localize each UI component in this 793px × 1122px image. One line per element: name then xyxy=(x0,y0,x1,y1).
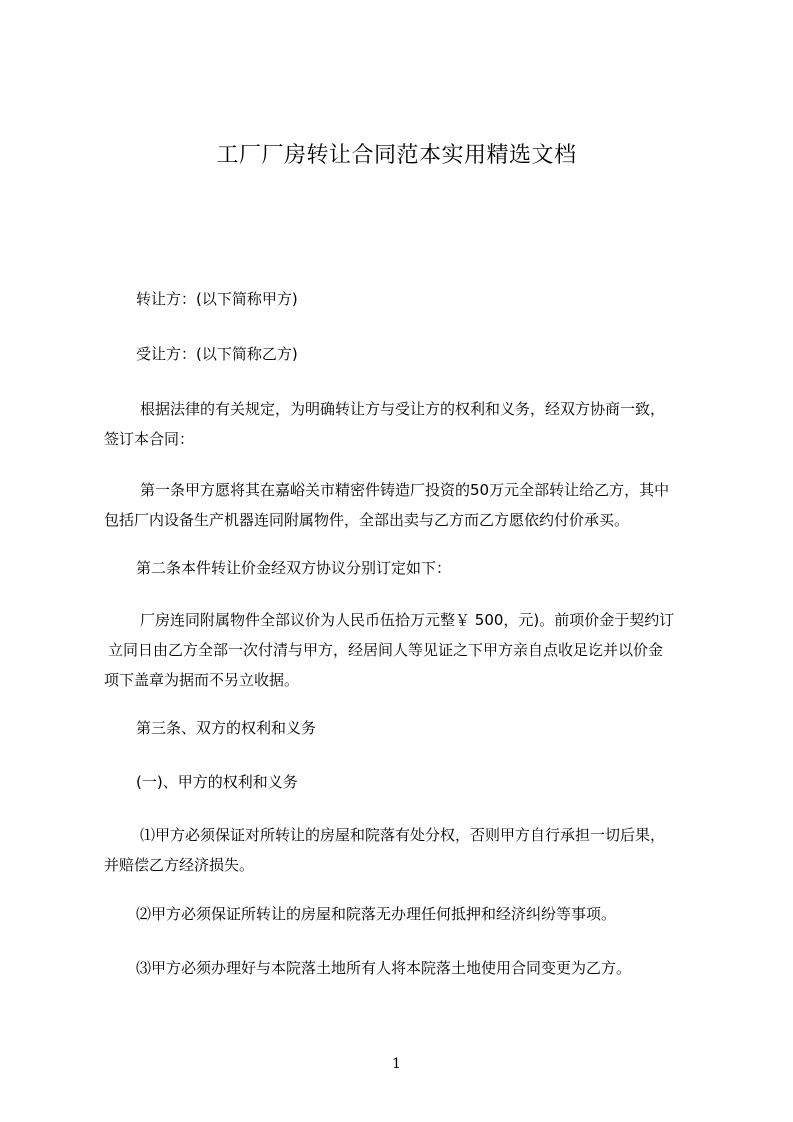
paragraph-line: 厂房连同附属物件全部议价为人民币伍拾万元整￥ 500，元)。前项价金于契约订 xyxy=(140,611,675,629)
paragraph-article-2 xyxy=(104,553,700,583)
paragraph-transferee xyxy=(104,339,700,369)
paragraph-section-1 xyxy=(104,767,700,797)
paragraph-transferor xyxy=(104,284,700,314)
paragraph-line: ⑵甲方必须保证所转让的房屋和院落无办理任何抵押和经济纠纷等事项。 xyxy=(136,905,617,923)
paragraph-line: 第二条本件转让价金经双方协议分别订定如下： xyxy=(136,559,452,577)
paragraph-line: ⑶甲方必须办理好与本院落土地所有人将本院落土地使用合同变更为乙方。 xyxy=(136,959,632,977)
paragraph-article-3 xyxy=(104,713,700,743)
paragraph-line: 根据法律的有关规定，为明确转让方与受让方的权利和义务，经双方协商一致， xyxy=(140,400,666,418)
paragraph-line: 受让方：(以下简称乙方) xyxy=(136,345,298,363)
paragraph-clause-2 xyxy=(104,899,700,929)
paragraph-line: 签订本合同： xyxy=(104,430,195,448)
paragraph-line: 并赔偿乙方经济损失。 xyxy=(104,856,255,874)
document-title: 工厂厂房转让合同范本实用精选文档 xyxy=(216,143,577,168)
paragraph-line: (一)、甲方的权利和义务 xyxy=(136,773,298,791)
paragraph-clause-3 xyxy=(104,953,700,983)
paragraph-article-1 xyxy=(104,475,700,535)
paragraph-preamble xyxy=(104,394,700,454)
paragraph-line: 立同日由乙方全部一次付清与甲方，经居间人等见证之下甲方亲自点收足讫并以价金 xyxy=(108,641,664,659)
paragraph-clause-1 xyxy=(104,820,700,880)
paragraph-line: ⑴甲方必须保证对所转让的房屋和院落有处分权，否则甲方自行承担一切后果， xyxy=(140,826,666,844)
paragraph-line: 第一条甲方愿将其在嘉峪关市精密件铸造厂投资的50万元全部转让给乙方，其中 xyxy=(140,481,670,499)
paragraph-line: 包括厂内设备生产机器连同附属物件，全部出卖与乙方而乙方愿依约付价承买。 xyxy=(104,511,630,529)
paragraph-line: 第三条、双方的权利和义务 xyxy=(136,719,317,737)
paragraph-price xyxy=(104,605,700,695)
page-number: 1 xyxy=(392,1056,401,1072)
paragraph-line: 转让方：(以下简称甲方) xyxy=(136,290,298,308)
paragraph-line: 项下盖章为据而不另立收据。 xyxy=(104,671,300,689)
